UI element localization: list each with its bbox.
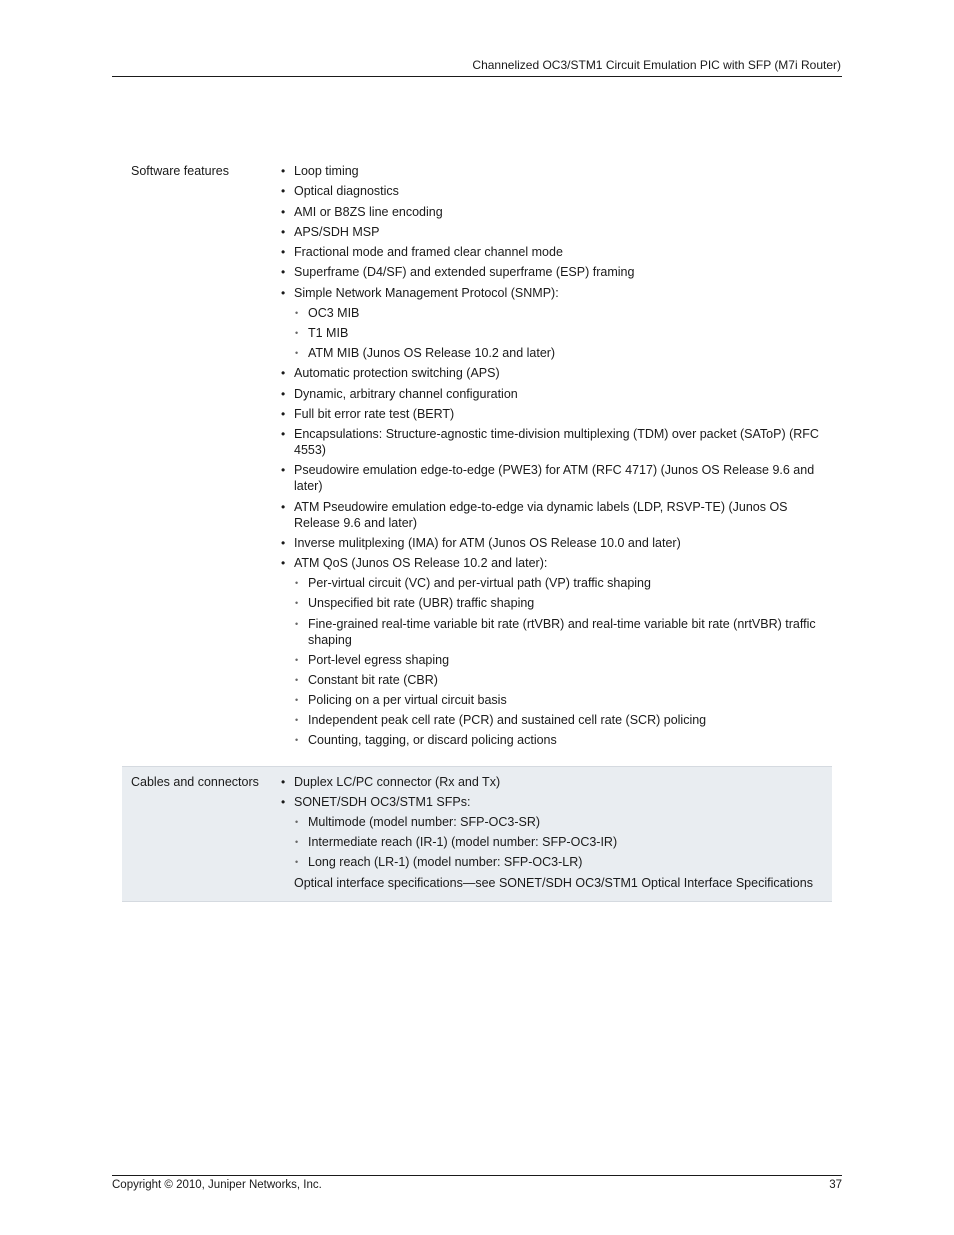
sublist-item: • Independent peak cell rate (PCR) and sustained cell rate (SCR) policing bbox=[294, 712, 821, 728]
cables-connectors-body bbox=[281, 774, 821, 891]
copyright-text: Copyright © 2010, Juniper Networks, Inc. bbox=[112, 1179, 322, 1191]
sublist-item: • Counting, tagging, or discard policing actions bbox=[294, 732, 821, 748]
optical-spec-note: Optical interface specifications—see SONET/SDH OC3/STM1 Optical Interface Specifications bbox=[294, 875, 813, 890]
sublist-item: • Unspecified bit rate (UBR) traffic shaping bbox=[294, 595, 821, 611]
sublist-item: • Long reach (LR-1) (model number: SFP-OC3-LR) bbox=[294, 854, 821, 870]
sublist-item: • Policing on a per virtual circuit basis bbox=[294, 692, 821, 708]
sublist-item: • Multimode (model number: SFP-OC3-SR) bbox=[294, 814, 821, 830]
list-item: • Duplex LC/PC connector (Rx and Tx) bbox=[281, 774, 821, 790]
cables-connectors-row bbox=[122, 766, 832, 902]
software-features-row bbox=[122, 163, 832, 759]
atm-qos-sublist bbox=[294, 575, 821, 748]
sublist-item: • Fine-grained real-time variable bit rate (rtVBR) and real-time variable bit rate (nrtVBR) traffic shaping bbox=[294, 616, 821, 648]
list-item: • Full bit error rate test (BERT) bbox=[281, 406, 821, 422]
software-features-body bbox=[281, 163, 821, 752]
list-item-text: SONET/SDH OC3/STM1 SFPs: bbox=[294, 795, 471, 810]
sublist-item: • Intermediate reach (IR-1) (model number: SFP-OC3-IR) bbox=[294, 834, 821, 850]
list-item-snmp bbox=[281, 285, 821, 361]
list-item: • Encapsulations: Structure-agnostic time-division multiplexing (TDM) over packet (SAToP) (RFC 4553) bbox=[281, 426, 821, 458]
cables-connectors-label: Cables and connectors bbox=[131, 775, 259, 789]
list-item: • APS/SDH MSP bbox=[281, 224, 821, 240]
list-item: • Pseudowire emulation edge-to-edge (PWE3) for ATM (RFC 4717) (Junos OS Release 9.6 and later) bbox=[281, 462, 821, 494]
list-item-atm-qos bbox=[281, 555, 821, 748]
software-features-label: Software features bbox=[131, 164, 229, 178]
list-item-sfps bbox=[281, 794, 821, 870]
list-item: • Automatic protection switching (APS) bbox=[281, 365, 821, 381]
header-rule bbox=[112, 76, 842, 77]
list-item: • Fractional mode and framed clear channel mode bbox=[281, 244, 821, 260]
footer-rule bbox=[112, 1175, 842, 1176]
list-item: • AMI or B8ZS line encoding bbox=[281, 204, 821, 220]
sublist-item: • Constant bit rate (CBR) bbox=[294, 672, 821, 688]
snmp-sublist bbox=[294, 305, 821, 361]
list-item: • Optical diagnostics bbox=[281, 183, 821, 199]
cables-list bbox=[281, 774, 821, 870]
software-features-list bbox=[281, 163, 821, 748]
list-item: • ATM Pseudowire emulation edge-to-edge via dynamic labels (LDP, RSVP-TE) (Junos OS Release 9.6 and later) bbox=[281, 499, 821, 531]
list-item: • Loop timing bbox=[281, 163, 821, 179]
list-item: • Superframe (D4/SF) and extended superframe (ESP) framing bbox=[281, 264, 821, 280]
list-item: • Inverse mulitplexing (IMA) for ATM (Junos OS Release 10.0 and later) bbox=[281, 535, 821, 551]
sublist-item: • Per-virtual circuit (VC) and per-virtual path (VP) traffic shaping bbox=[294, 575, 821, 591]
sublist-item: • T1 MIB bbox=[294, 325, 821, 341]
list-item-text: Simple Network Management Protocol (SNMP): bbox=[294, 285, 559, 300]
sublist-item: • ATM MIB (Junos OS Release 10.2 and later) bbox=[294, 345, 821, 361]
running-header: Channelized OC3/STM1 Circuit Emulation PIC with SFP (M7i Router) bbox=[472, 58, 841, 72]
list-item-text: ATM QoS (Junos OS Release 10.2 and later): bbox=[294, 556, 548, 571]
list-item: • Dynamic, arbitrary channel configuration bbox=[281, 386, 821, 402]
sfp-sublist bbox=[294, 814, 821, 870]
sublist-item: • OC3 MIB bbox=[294, 305, 821, 321]
page-number: 37 bbox=[829, 1179, 842, 1191]
sublist-item: • Port-level egress shaping bbox=[294, 652, 821, 668]
